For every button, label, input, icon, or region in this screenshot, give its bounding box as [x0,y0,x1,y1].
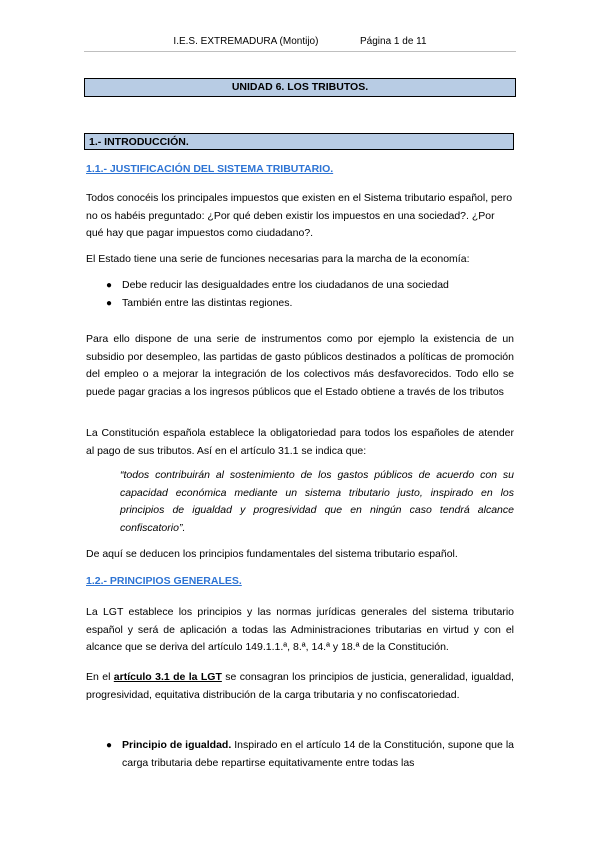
paragraph-4: La Constitución española establece la obligatoriedad para todos los españoles de atender al pago de sus tributos. Así en el artículo 31.1 se indica que: [86,427,514,457]
bullet-item [106,295,514,313]
header-school: I.E.S. EXTREMADURA (Montijo) [173,36,319,47]
bullet-item-igualdad [106,737,514,772]
paragraph-2: El Estado tiene una serie de funciones necesarias para la marcha de la economía: [86,253,470,265]
bullet-text: También entre las distintas regiones. [122,297,293,309]
bullet-igualdad-text: Inspirado en el artículo 14 de la Constitución, supone que la carga tributaria debe repartirse equitativamente entre todas las [122,739,514,769]
subheading-justificacion: 1.1.- JUSTIFICACIÓN DEL SISTEMA TRIBUTARIO. [86,163,334,175]
paragraph-1: Todos conocéis los principales impuestos que existen en el Sistema tributario español, pero no os habéis preguntado: ¿Por qué deben existir los impuestos en una sociedad?. ¿Por qué hay que pagar impuestos como ciudadano?. [86,192,513,239]
p7-post: se consagran los principios de justicia, generalidad, igualdad, progresividad, equitativa distribución de la carga tributaria y no confiscatoriedad. [86,671,514,701]
bullet-item [106,277,514,295]
paragraph-7 [86,669,514,704]
p7-pre: En el [86,671,114,683]
header-page-number: Página 1 de 11 [360,36,427,47]
bullet-text: Debe reducir las desigualdades entre los ciudadanos de una sociedad [122,279,449,291]
constitution-quote: “todos contribuirán al sostenimiento de los gastos públicos de acuerdo con su capacidad económica mediante un sistema tributario justo, inspirado en los principios de igualdad y progresividad que en ningún caso tendrá alcance confiscatorio”. [120,469,514,534]
bullet-igualdad-title: Principio de igualdad. [122,739,232,751]
bullet-icon: ● [106,298,113,309]
section-heading-introduccion: 1.- INTRODUCCIÓN. [84,133,514,150]
paragraph-3: Para ello dispone de una serie de instrumentos como por ejemplo la existencia de un subsidio por desempleo, las partidas de gasto públicos destinados a políticas de promoción del empleo o a mejorar la integración de los colectivos más desfavorecidos. Todo ello se puede pagar gracias a los ingresos públicos que el Estado obtiene a través de los tributos [86,333,514,398]
page-header [84,36,516,52]
bullet-icon: ● [106,280,113,291]
p7-article-reference: artículo 3.1 de la LGT [113,671,222,683]
unit-title: UNIDAD 6. LOS TRIBUTOS. [84,78,516,97]
paragraph-6: La LGT establece los principios y las normas jurídicas generales del sistema tributario español y será de aplicación a todas las Administraciones tributarias en virtud y con el alcance que se deriva del artículo 149.1.1.ª, 8.ª, 14.ª y 18.ª de la Constitución. [86,606,514,653]
subheading-principios: 1.2.- PRINCIPIOS GENERALES. [86,575,242,587]
bullet-icon: ● [106,740,113,751]
paragraph-5: De aquí se deducen los principios fundamentales del sistema tributario español. [86,548,458,560]
